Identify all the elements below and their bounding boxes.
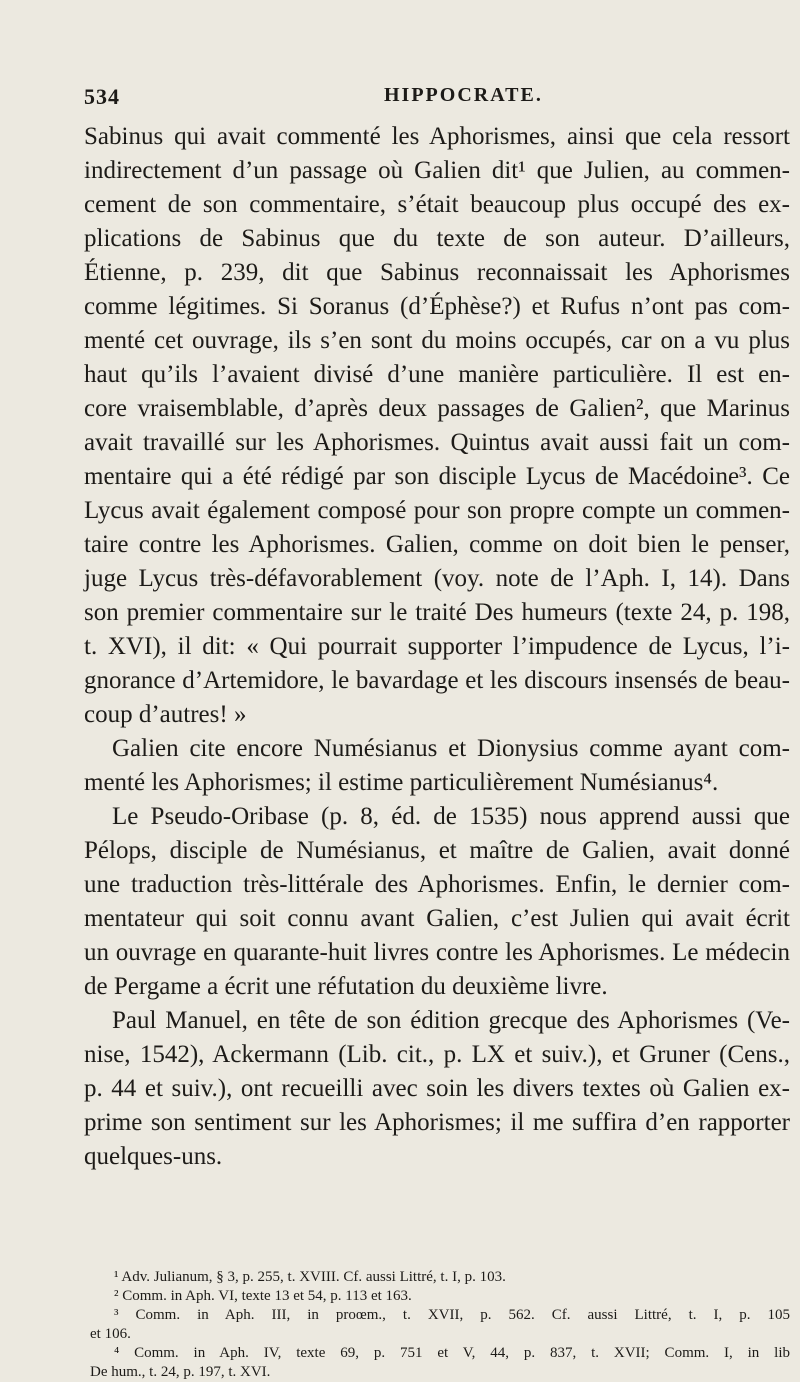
text-line: p. 44 et suiv.), ont recueilli avec soin les divers textes où Galien ex- xyxy=(84,1075,790,1102)
text-line: comme légitimes. Si Soranus (d’Éphèse?) et Rufus n’ont pas com- xyxy=(84,293,790,320)
text-line: Galien cite encore Numésianus et Dionysius comme ayant com- xyxy=(112,735,790,762)
text-line: Lycus avait également composé pour son propre compte un commen- xyxy=(84,497,790,524)
text-line: plications de Sabinus que du texte de son auteur. D’ailleurs, xyxy=(84,225,790,252)
footnote-line: ⁴ Comm. in Aph. IV, texte 69, p. 751 et V, 44, p. 837, t. XVII; Comm. I, in lib xyxy=(114,1345,790,1361)
text-line: Étienne, p. 239, dit que Sabinus reconnaissait les Aphorismes xyxy=(84,259,790,286)
footnote-line: et 106. xyxy=(90,1326,131,1342)
running-title: HIPPOCRATE. xyxy=(384,84,543,106)
text-line: Pélops, disciple de Numésianus, et maître de Galien, avait donné xyxy=(84,837,790,864)
text-line: juge Lycus très-défavorablement (voy. note de l’Aph. I, 14). Dans xyxy=(84,565,790,592)
text-line: prime son sentiment sur les Aphorismes; il me suffira d’en rapporter xyxy=(84,1109,790,1136)
text-line: mentaire qui a été rédigé par son disciple Lycus de Macédoine³. Ce xyxy=(84,463,790,490)
text-line: avait travaillé sur les Aphorismes. Quintus avait aussi fait un com- xyxy=(84,429,790,456)
text-line: indirectement d’un passage où Galien dit¹ que Julien, au commen- xyxy=(84,157,790,184)
text-line: une traduction très-littérale des Aphorismes. Enfin, le dernier com- xyxy=(84,871,790,898)
footnote-line: De hum., t. 24, p. 197, t. XVI. xyxy=(90,1364,271,1380)
footnote-line: ¹ Adv. Julianum, § 3, p. 255, t. XVIII. Cf. aussi Littré, t. I, p. 103. xyxy=(114,1269,506,1285)
text-line: nise, 1542), Ackermann (Lib. cit., p. LX et suiv.), et Gruner (Cens., xyxy=(84,1041,790,1068)
text-line: t. XVI), il dit: « Qui pourrait supporter l’impudence de Lycus, l’i- xyxy=(84,633,790,660)
page-header xyxy=(84,84,772,114)
text-line: Sabinus qui avait commenté les Aphorismes, ainsi que cela ressort xyxy=(84,123,790,150)
text-line: mentateur qui soit connu avant Galien, c’est Julien qui avait écrit xyxy=(84,905,790,932)
text-line: menté les Aphorismes; il estime particulièrement Numésianus⁴. xyxy=(84,769,719,796)
text-line: gnorance d’Artemidore, le bavardage et les discours insensés de beau- xyxy=(84,667,790,694)
text-line: Paul Manuel, en tête de son édition grecque des Aphorismes (Ve- xyxy=(112,1007,790,1034)
footnote-line: ³ Comm. in Aph. III, in proœm., t. XVII, p. 562. Cf. aussi Littré, t. I, p. 105 xyxy=(114,1307,790,1323)
text-line: taire contre les Aphorismes. Galien, comme on doit bien le penser, xyxy=(84,531,790,558)
text-line: un ouvrage en quarante-huit livres contre les Aphorismes. Le médecin xyxy=(84,939,790,966)
text-line: core vraisemblable, d’après deux passages de Galien², que Marinus xyxy=(84,395,790,422)
text-line: quelques-uns. xyxy=(84,1143,223,1170)
body-text xyxy=(84,120,790,1174)
page-number: 534 xyxy=(84,84,120,109)
text-line: Le Pseudo-Oribase (p. 8, éd. de 1535) nous apprend aussi que xyxy=(112,803,790,830)
text-line: cement de son commentaire, s’était beaucoup plus occupé des ex- xyxy=(84,191,790,218)
text-line: menté cet ouvrage, ils s’en sont du moins occupés, car on a vu plus xyxy=(84,327,790,354)
text-line: de Pergame a écrit une réfutation du deuxième livre. xyxy=(84,973,608,1000)
text-line: haut qu’ils l’avaient divisé d’une manière particulière. Il est en- xyxy=(84,361,790,388)
text-line: son premier commentaire sur le traité Des humeurs (texte 24, p. 198, xyxy=(84,599,790,626)
footnote-line: ² Comm. in Aph. VI, texte 13 et 54, p. 113 et 163. xyxy=(114,1288,412,1304)
footnotes xyxy=(90,1268,790,1382)
text-line: coup d’autres! » xyxy=(84,701,247,728)
